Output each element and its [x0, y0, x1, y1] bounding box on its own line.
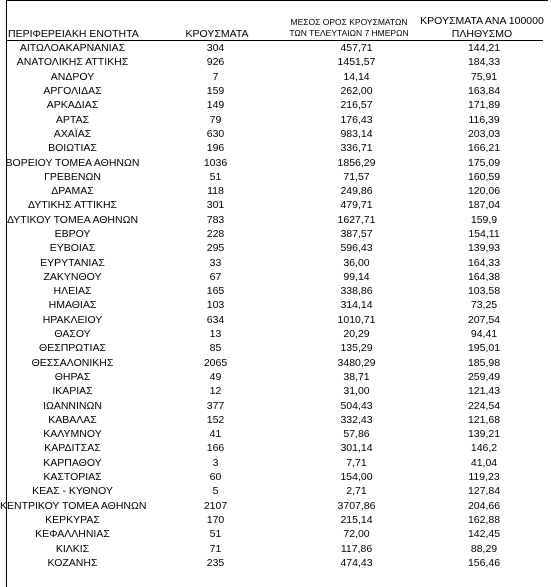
cases-cell: 71 — [209, 542, 222, 555]
avg-cell: 3707,86 — [337, 499, 376, 512]
cases-cell: 783 — [206, 213, 225, 226]
avg-cell: 20,29 — [343, 328, 370, 341]
cases-cell: 152 — [206, 413, 225, 426]
table-row — [0, 356, 541, 370]
header-per100k-line2: ΠΛΗΘΥΣΜΟ — [451, 28, 513, 40]
region-cell: ΚΑΡΠΑΘΟΥ — [43, 456, 102, 469]
region-cell: ΚΕΑΣ - ΚΥΘΝΟΥ — [32, 485, 113, 498]
per100k-cell: 204,66 — [467, 499, 501, 512]
region-cell: ΔΥΤΙΚΟΥ ΤΟΜΕΑ ΑΘΗΝΩΝ — [6, 213, 139, 226]
cases-cell: 51 — [209, 170, 222, 183]
cases-cell: 33 — [209, 256, 222, 269]
per100k-cell: 116,39 — [468, 113, 500, 126]
avg-cell: 1856,29 — [337, 156, 376, 169]
table-row — [0, 484, 541, 498]
cases-cell: 60 — [209, 471, 222, 484]
per100k-cell: 163,84 — [467, 85, 501, 98]
per100k-cell: 224,54 — [467, 399, 501, 412]
avg-cell: 457,71 — [340, 42, 373, 55]
per100k-cell: 73,25 — [470, 299, 498, 312]
region-cell: ΗΜΑΘΙΑΣ — [48, 299, 97, 312]
region-cell: ΗΡΑΚΛΕΙΟΥ — [42, 313, 103, 326]
per100k-cell: 41,04 — [470, 456, 498, 469]
avg-cell: 3480,29 — [337, 356, 376, 369]
per100k-cell: 154,11 — [468, 228, 500, 240]
region-cell: ΑΝΔΡΟΥ — [50, 70, 95, 83]
region-cell: ΚΕΦΑΛΛΗΝΙΑΣ — [35, 528, 110, 541]
avg-cell: 262,00 — [340, 85, 373, 98]
table-row — [0, 284, 541, 298]
per100k-cell: 144,21 — [467, 42, 501, 55]
cases-cell: 85 — [209, 342, 222, 355]
cases-cell: 5 — [212, 485, 219, 498]
region-cell: ΑΡΤΑΣ — [55, 113, 90, 126]
region-cell: ΚΑΣΤΟΡΙΑΣ — [43, 471, 102, 484]
table-row — [0, 98, 541, 112]
per100k-cell: 207,54 — [467, 313, 501, 326]
avg-cell: 38,71 — [343, 370, 370, 383]
table-row — [0, 499, 541, 513]
table-row — [0, 527, 541, 541]
per100k-cell: 156,46 — [467, 556, 501, 569]
cases-cell: 12 — [209, 385, 222, 398]
avg-cell: 135,29 — [340, 342, 373, 355]
region-cell: ΓΡΕΒΕΝΩΝ — [44, 170, 101, 183]
per100k-cell: 259,49 — [467, 370, 501, 383]
table-row — [0, 255, 541, 269]
cases-cell: 118 — [207, 185, 224, 198]
table-row — [0, 55, 541, 69]
region-cell: ΚΕΡΚΥΡΑΣ — [45, 513, 100, 526]
cases-cell: 149 — [206, 99, 225, 112]
avg-cell: 479,71 — [340, 199, 373, 212]
per100k-cell: 203,03 — [467, 127, 501, 140]
cases-cell: 196 — [206, 142, 225, 155]
table-row — [0, 470, 541, 484]
region-cell: ΙΚΑΡΙΑΣ — [52, 385, 93, 398]
avg-cell: 7,71 — [346, 456, 367, 469]
region-cell: ΑΡΓΟΛΙΔΑΣ — [43, 85, 102, 98]
region-cell: ΔΡΑΜΑΣ — [51, 185, 94, 198]
region-cell: ΚΟΖΑΝΗΣ — [47, 556, 98, 569]
avg-cell: 36,00 — [343, 256, 370, 269]
region-cell: ΖΑΚΥΝΘΟΥ — [43, 270, 102, 283]
table-row — [0, 556, 541, 570]
table-row — [0, 112, 541, 126]
per100k-cell: 121,68 — [467, 413, 501, 426]
avg-cell: 504,43 — [340, 399, 373, 412]
per100k-cell: 184,33 — [467, 56, 501, 69]
cases-cell: 634 — [206, 313, 225, 326]
avg-cell: 338,86 — [340, 285, 373, 298]
region-cell: ΑΧΑΪΑΣ — [53, 127, 92, 140]
cases-cell: 13 — [209, 328, 222, 341]
avg-cell: 117,86 — [340, 542, 373, 555]
cases-cell: 159 — [206, 85, 225, 98]
per100k-cell: 75,91 — [470, 70, 498, 83]
table-row — [0, 170, 541, 184]
region-cell: ΙΩΑΝΝΙΝΩΝ — [43, 399, 102, 412]
region-cell: ΕΥΡΥΤΑΝΙΑΣ — [40, 256, 105, 269]
per100k-cell: 187,04 — [467, 199, 501, 212]
cases-cell: 165 — [206, 285, 225, 298]
per100k-cell: 195,01 — [467, 342, 501, 355]
per100k-cell: 94,41 — [470, 328, 498, 341]
table-row — [0, 298, 541, 312]
header-avg-line1: ΜΕΣΟΣ ΟΡΟΣ ΚΡΟΥΣΜΑΤΩΝ — [290, 17, 408, 27]
table-row — [0, 270, 541, 284]
avg-cell: 215,14 — [340, 513, 373, 526]
avg-cell: 2,71 — [346, 485, 367, 498]
table-row — [0, 155, 541, 169]
cases-cell: 79 — [209, 113, 222, 126]
region-cell: ΕΒΡΟΥ — [54, 228, 91, 240]
header-cases: ΚΡΟΥΣΜΑΤΑ — [185, 28, 249, 40]
region-cell: ΗΛΕΙΑΣ — [53, 285, 92, 298]
per100k-cell: 121,43 — [467, 385, 501, 398]
avg-cell: 314,14 — [340, 299, 373, 312]
avg-cell: 336,71 — [340, 142, 373, 155]
region-cell: ΚΑΛΥΜΝΟΥ — [43, 428, 102, 441]
per100k-cell: 171,89 — [467, 99, 501, 112]
table-row — [0, 127, 541, 141]
per100k-cell: 162,88 — [467, 513, 501, 526]
avg-cell: 216,57 — [340, 99, 373, 112]
cases-cell: 7 — [212, 70, 219, 83]
table-row — [0, 241, 541, 255]
cases-cell: 1036 — [203, 156, 228, 169]
cases-cell: 235 — [206, 556, 225, 569]
cases-cell: 3 — [212, 456, 219, 469]
per100k-cell: 139,21 — [467, 428, 501, 441]
region-cell: ΘΑΣΟΥ — [54, 328, 91, 341]
per100k-cell: 185,98 — [467, 356, 501, 369]
avg-cell: 596,43 — [340, 242, 373, 255]
table-row — [0, 370, 541, 384]
per100k-cell: 175,09 — [467, 156, 501, 169]
avg-cell: 154,00 — [340, 471, 373, 484]
cases-cell: 926 — [206, 56, 225, 69]
region-cell: ΘΕΣΣΑΛΟΝΙΚΗΣ — [31, 356, 114, 369]
per100k-cell: 119,23 — [468, 471, 500, 484]
table-row — [0, 84, 541, 98]
avg-cell: 14,14 — [343, 70, 370, 83]
table-row — [0, 341, 541, 355]
region-cell: ΒΟΡΕΙΟΥ ΤΟΜΕΑ ΑΘΗΝΩΝ — [5, 156, 140, 169]
table-row — [0, 384, 541, 398]
avg-cell: 249,86 — [340, 185, 373, 198]
avg-cell: 474,43 — [340, 556, 373, 569]
avg-cell: 99,14 — [343, 270, 370, 283]
region-cell: ΚΙΛΚΙΣ — [55, 542, 90, 555]
cases-cell: 304 — [206, 42, 225, 55]
table-row — [0, 413, 541, 427]
avg-cell: 301,14 — [340, 442, 373, 455]
cases-cell: 630 — [206, 127, 225, 140]
avg-cell: 1627,71 — [337, 213, 376, 226]
avg-cell: 387,57 — [340, 228, 373, 240]
per100k-cell: 142,45 — [467, 528, 501, 541]
per100k-cell: 139,93 — [467, 242, 501, 255]
table-row — [0, 184, 541, 198]
header-per100k-line1: ΚΡΟΥΣΜΑΤΑ ΑΝΑ 100000 — [420, 15, 544, 27]
region-cell: ΑΝΑΤΟΛΙΚΗΣ ΑΤΤΙΚΗΣ — [16, 56, 129, 69]
table-row — [0, 198, 541, 212]
region-cell: ΒΟΙΩΤΙΑΣ — [48, 142, 97, 155]
cases-cell: 2065 — [203, 356, 228, 369]
region-cell: ΚΕΝΤΡΙΚΟΥ ΤΟΜΕΑ ΑΘΗΝΩΝ — [0, 499, 147, 512]
avg-cell: 1451,57 — [337, 56, 376, 69]
table-row — [0, 70, 541, 84]
avg-cell: 72,00 — [343, 528, 370, 541]
per100k-cell: 164,38 — [467, 270, 501, 283]
cases-cell: 2107 — [203, 499, 228, 512]
region-cell: ΚΑΒΑΛΑΣ — [48, 413, 97, 426]
region-cell: ΔΥΤΙΚΗΣ ΑΤΤΙΚΗΣ — [27, 199, 118, 212]
table-row — [0, 398, 541, 412]
avg-cell: 31,00 — [343, 385, 370, 398]
table-row — [0, 456, 541, 470]
cases-cell: 67 — [209, 270, 222, 283]
cases-cell: 228 — [206, 228, 225, 240]
per100k-cell: 146,2 — [470, 442, 498, 455]
cases-table — [0, 41, 541, 570]
per100k-cell: 103,58 — [467, 285, 501, 298]
avg-cell: 983,14 — [340, 127, 373, 140]
table-row — [0, 427, 541, 441]
table-row — [0, 227, 541, 241]
header-region: ΠΕΡΙΦΕΡΕΙΑΚΗ ΕΝΟΤΗΤΑ — [8, 28, 139, 40]
per100k-cell: 120,06 — [467, 185, 501, 198]
per100k-cell: 127,84 — [467, 485, 501, 498]
table-row — [0, 41, 541, 55]
region-cell: ΘΕΣΠΡΩΤΙΑΣ — [39, 342, 106, 355]
cases-cell: 51 — [209, 528, 222, 541]
cases-cell: 103 — [206, 299, 225, 312]
avg-cell: 176,43 — [340, 113, 373, 126]
header-avg-line2: ΤΩΝ ΤΕΛΕΥΤΑΙΩΝ 7 ΗΜΕΡΩΝ — [289, 28, 409, 38]
per100k-cell: 164,33 — [467, 256, 501, 269]
cases-table-body — [0, 41, 541, 570]
table-row — [0, 213, 541, 227]
cases-cell: 377 — [206, 399, 225, 412]
avg-cell: 1010,71 — [337, 313, 376, 326]
cases-cell: 41 — [209, 428, 222, 441]
cases-cell: 170 — [206, 513, 225, 526]
table-row — [0, 141, 541, 155]
region-cell: ΚΑΡΔΙΤΣΑΣ — [44, 442, 101, 455]
avg-cell: 71,57 — [343, 170, 370, 183]
table-row — [0, 541, 541, 555]
region-cell: ΕΥΒΟΙΑΣ — [49, 242, 96, 255]
cases-cell: 166 — [206, 442, 225, 455]
per100k-cell: 88,29 — [470, 542, 498, 555]
cases-cell: 49 — [209, 370, 222, 383]
per100k-cell: 159,9 — [470, 213, 498, 226]
table-row — [0, 313, 541, 327]
table-row — [0, 441, 541, 455]
per100k-cell: 166,21 — [467, 142, 501, 155]
table-row — [0, 327, 541, 341]
cases-cell: 295 — [206, 242, 225, 255]
region-cell: ΑΙΤΩΛΟΑΚΑΡΝΑΝΙΑΣ — [19, 42, 126, 55]
per100k-cell: 160,59 — [467, 170, 501, 183]
table-row — [0, 513, 541, 527]
region-cell: ΑΡΚΑΔΙΑΣ — [46, 99, 99, 112]
avg-cell: 57,86 — [343, 428, 370, 441]
avg-cell: 332,43 — [340, 413, 373, 426]
region-cell: ΘΗΡΑΣ — [54, 370, 91, 383]
cases-cell: 301 — [206, 199, 225, 212]
